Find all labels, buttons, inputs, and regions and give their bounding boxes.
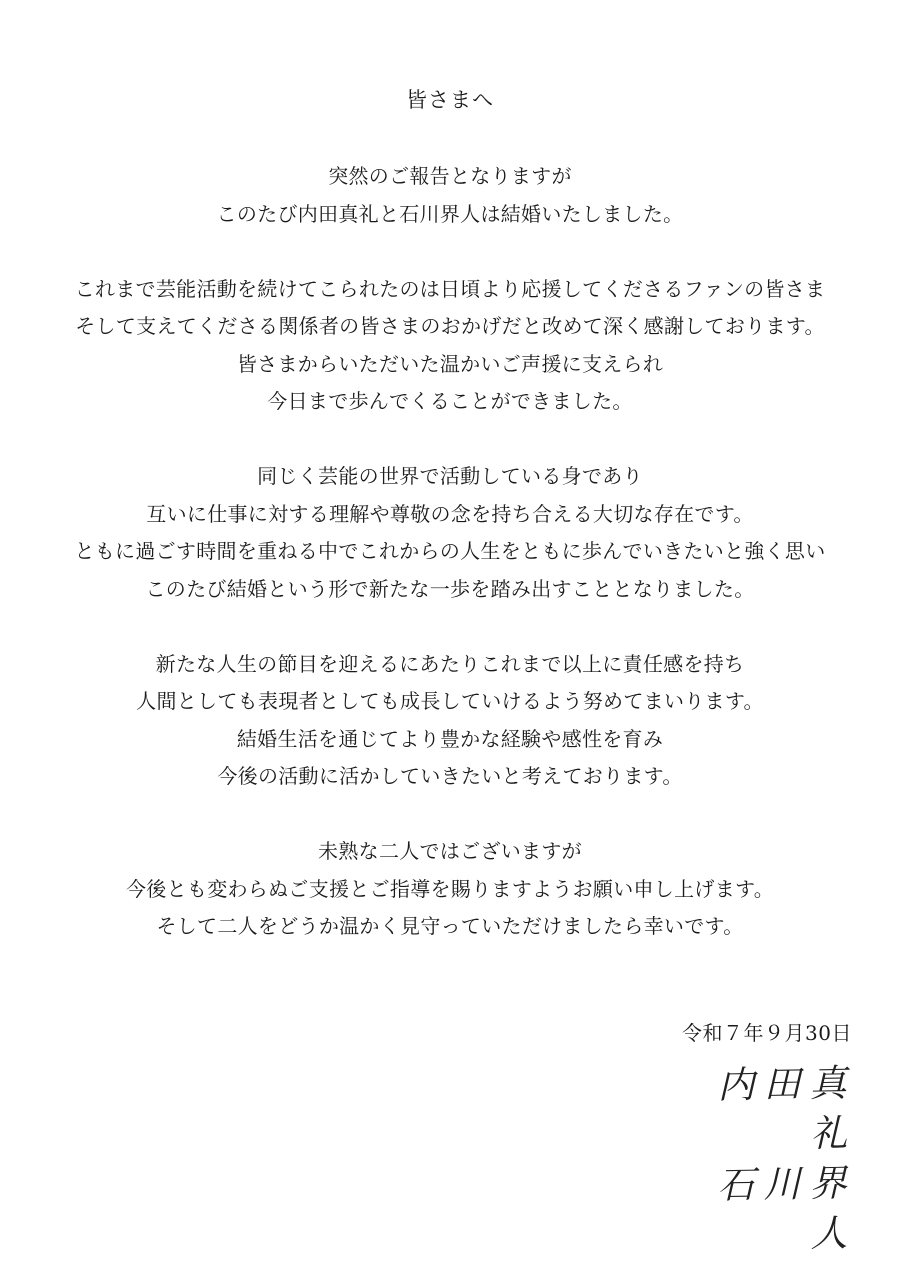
text-line: このたび内田真礼と石川界人は結婚いたしました。 xyxy=(216,201,684,226)
text-line: 同じく芸能の世界で活動している身であり xyxy=(257,464,643,488)
salutation: 皆さまへ xyxy=(406,88,494,112)
text-line: これまで芸能活動を続けてこられたのは日頃より応援してくださるファンの皆さま xyxy=(74,276,826,301)
text-line: このたび結婚という形で新たな一歩を踏み出すこととなりました。 xyxy=(145,576,755,601)
text-line: 人間としても表現者としても成長していけるよう努めてまいります。 xyxy=(136,689,764,713)
signature-block xyxy=(676,1060,856,1260)
signature-ishikawa: 石川界人 xyxy=(717,1161,857,1256)
text-line: 新たな人生の節目を迎えるにあたりこれまで以上に責任感を持ち xyxy=(155,651,745,676)
signature-uchida: 内田真礼 xyxy=(717,1061,857,1156)
letter-body xyxy=(0,158,900,946)
text-line: そして支えてくださる関係者の皆さまのおかげだと改めて深く感謝しております。 xyxy=(75,314,825,338)
text-line: 今日まで歩んでくることができました。 xyxy=(267,389,633,413)
text-line: 結婚生活を通じてより豊かな経験や感性を育み xyxy=(236,726,664,751)
letter-date: 令和７年９月30日 xyxy=(682,1021,852,1045)
text-line: そして二人をどうか温かく見守っていただけましたら幸いです。 xyxy=(156,914,744,938)
text-line: 突然のご報告となりますが xyxy=(328,164,572,188)
text-line: 今後とも変わらぬご支援とご指導を賜りますようお願い申し上げます。 xyxy=(126,876,774,901)
paragraph xyxy=(0,158,900,233)
text-line: 今後の活動に活かしていきたいと考えております。 xyxy=(217,764,683,788)
text-line: 皆さまからいただいた温かいご声援に支えられ xyxy=(236,351,664,376)
text-line: 互いに仕事に対する理解や尊敬の念を持ち合える大切な存在です。 xyxy=(146,501,754,526)
paragraph xyxy=(0,458,900,608)
paragraph xyxy=(0,271,900,421)
text-line: ともに過ごす時間を重ねる中でこれからの人生をともに歩んでいきたいと強く思い xyxy=(74,539,826,563)
paragraph xyxy=(0,833,900,946)
paragraph xyxy=(0,646,900,796)
text-line: 未熟な二人ではございますが xyxy=(318,839,582,863)
